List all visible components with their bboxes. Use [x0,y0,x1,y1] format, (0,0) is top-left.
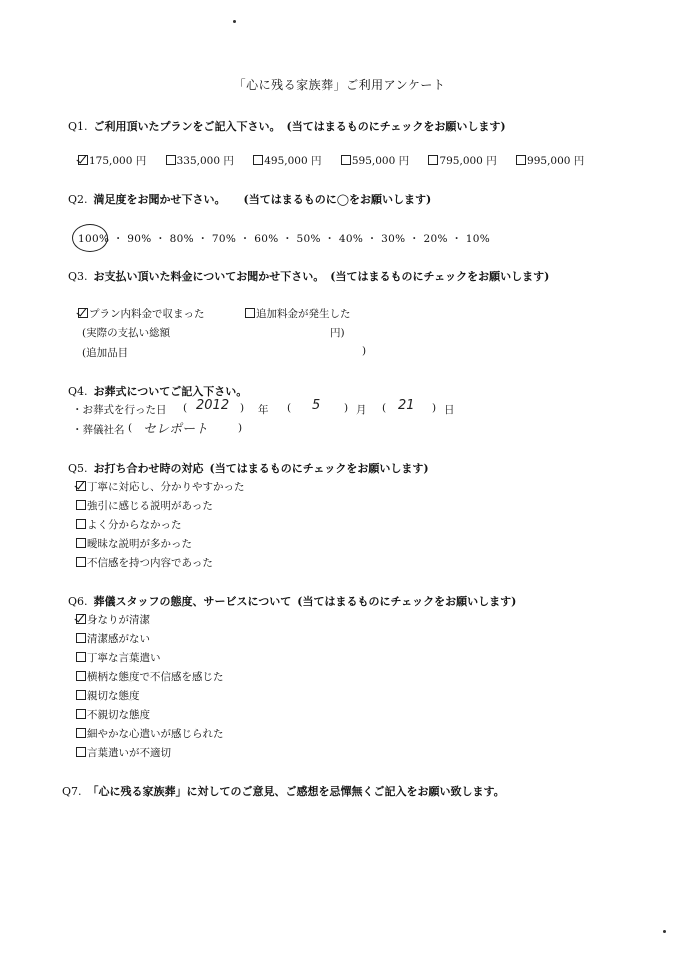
q1-number: Q1. [68,120,88,133]
paren-close: ) [238,422,243,434]
scan-speck-icon [233,20,236,23]
q6-option[interactable]: 親切な態度 [76,688,140,703]
paren-close: ) [432,402,437,414]
q3-extra-label: (追加品目 [82,347,129,359]
q1-note: (当てはまるものにチェックをお願いします) [286,120,506,133]
q1-option[interactable]: 795,000 円 [428,155,496,167]
q5-option[interactable]: 丁寧に対応し、分かりやすかった [76,479,245,494]
q1-options [78,153,600,168]
q6-option[interactable]: 身なりが清潔 [76,612,150,627]
checkbox-icon[interactable] [76,747,86,757]
q2-number: Q2. [68,193,88,206]
q4-month-unit: 月 [356,404,367,416]
checkbox-icon[interactable] [341,155,351,165]
q5-heading [68,460,429,476]
q4-date-label: ・お葬式を行った日 [72,404,167,416]
q6-note: (当てはまるものにチェックをお願いします) [297,595,517,608]
checkbox-checked-icon[interactable] [76,614,86,624]
q4-day-value[interactable]: 21 [398,398,415,413]
checkbox-icon[interactable] [76,709,86,719]
checkbox-icon[interactable] [428,155,438,165]
q3-option-extra-charge[interactable]: 追加料金が発生した [245,306,351,321]
q5-note: (当てはまるものにチェックをお願いします) [209,462,429,475]
q6-option[interactable]: 言葉遣いが不適切 [76,745,171,760]
checkbox-icon[interactable] [76,728,86,738]
q4-company-label: ・葬儀社名 [72,424,125,436]
checkbox-icon[interactable] [516,155,526,165]
q3-note: (当てはまるものにチェックをお願いします) [330,270,550,283]
survey-title: 「心に残る家族葬」ご利用アンケート [233,78,446,92]
q6-heading [68,593,516,609]
q1-option[interactable]: 335,000 円 [166,155,234,167]
q1-option[interactable]: 495,000 円 [253,155,321,167]
checkbox-icon[interactable] [76,652,86,662]
checkbox-icon[interactable] [253,155,263,165]
q6-option[interactable]: 丁寧な言葉遣い [76,650,161,665]
checkbox-checked-icon[interactable] [78,155,88,165]
q4-day-unit: 日 [444,404,455,416]
q7-heading [62,783,505,799]
q2-heading [68,191,431,207]
paren-open: ( [287,402,292,414]
paren-open: ( [183,402,188,414]
q3-heading [68,268,549,284]
q3-extra-close: ) [362,345,367,357]
checkbox-icon[interactable] [76,557,86,567]
q7-text: 「心に残る家族葬」に対してのご意見、ご感想を忌憚無くご記入をお願い致します。 [87,785,505,798]
q1-option[interactable]: 995,000 円 [516,155,584,167]
q1-option[interactable]: 595,000 円 [341,155,409,167]
checkbox-icon[interactable] [76,500,86,510]
q1-heading [68,118,506,134]
q4-year-unit: 年 [258,404,269,416]
checkbox-icon[interactable] [76,690,86,700]
q5-number: Q5. [68,462,88,475]
q6-number: Q6. [68,595,88,608]
q3-total-unit: 円) [330,327,345,339]
q6-option[interactable]: 横柄な態度で不信感を感じた [76,669,224,684]
q2-note: (当てはまるものに◯をお願いします) [243,193,432,206]
checkbox-checked-icon[interactable] [76,481,86,491]
checkbox-checked-icon[interactable] [78,308,88,318]
q6-option[interactable]: 清潔感がない [76,631,150,646]
paren-close: ) [344,402,349,414]
q6-text: 葬儀スタッフの態度、サービスについて [93,595,292,608]
q4-number: Q4. [68,385,88,398]
q4-heading [68,383,247,399]
q1-option[interactable]: 175,000 円 [78,155,146,167]
checkbox-icon[interactable] [76,519,86,529]
checkbox-icon[interactable] [166,155,176,165]
q4-year-value[interactable]: 2012 [196,398,230,413]
q3-total-label: (実際の支払い総額 [82,327,171,339]
q2-text: 満足度をお聞かせ下さい。 [93,193,226,206]
q5-option[interactable]: よく分からなかった [76,517,182,532]
q4-company-value[interactable]: セレポート [143,422,209,437]
paren-close: ) [240,402,245,414]
q5-option[interactable]: 曖昧な説明が多かった [76,536,192,551]
paren-open: ( [382,402,387,414]
checkbox-icon[interactable] [245,308,255,318]
q3-option-within-plan[interactable]: プラン内料金で収まった [78,306,205,321]
q3-text: お支払い頂いた料金についてお聞かせ下さい。 [93,270,325,283]
q5-option[interactable]: 強引に感じる説明があった [76,498,213,513]
q3-number: Q3. [68,270,88,283]
checkbox-icon[interactable] [76,671,86,681]
checkbox-icon[interactable] [76,633,86,643]
q4-month-value[interactable]: 5 [312,398,321,413]
q4-text: お葬式についてご記入下さい。 [93,385,248,398]
paren-open: ( [128,422,133,434]
q7-number: Q7. [62,785,82,798]
q2-scale[interactable]: 100% ・ 90% ・ 80% ・ 70% ・ 60% ・ 50% ・ 40% ・ 30% ・ 20% ・ 10% [78,233,491,245]
checkbox-icon[interactable] [76,538,86,548]
q6-option[interactable]: 細やかな心遣いが感じられた [76,726,224,741]
q6-option[interactable]: 不親切な態度 [76,707,150,722]
scan-speck-icon [663,930,666,933]
q1-text: ご利用頂いたプランをご記入下さい。 [93,120,281,133]
q5-option[interactable]: 不信感を持つ内容であった [76,555,213,570]
q5-text: お打ち合わせ時の対応 [93,462,204,475]
